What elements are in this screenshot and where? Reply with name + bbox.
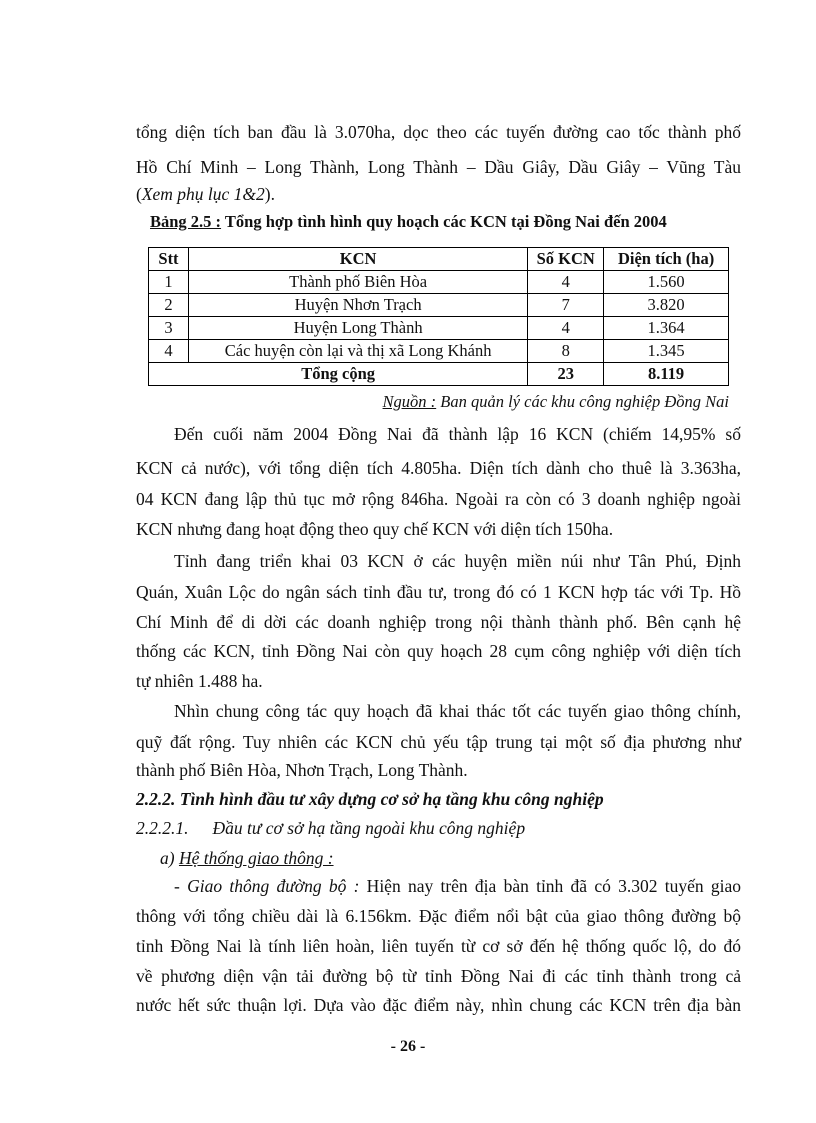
section-heading: 2.2.2. Tình hình đầu tư xây dựng cơ sở hạ tầng khu công nghiệp — [136, 789, 604, 809]
paragraph-line: tổng diện tích ban đầu là 3.070ha, dọc theo các tuyến đường cao tốc thành phố — [136, 122, 741, 142]
table-cell: 1.364 — [604, 317, 729, 340]
table-cell: 4 — [528, 271, 604, 294]
paragraph-line: thống các KCN, tỉnh Đồng Nai còn quy hoạch 28 cụm công nghiệp với diện tích — [136, 641, 741, 661]
paragraph-line: về phương diện vận tải đường bộ từ tỉnh Đồng Nai đi các tỉnh thành trong cả — [136, 966, 741, 986]
table-cell: 1.345 — [604, 340, 729, 363]
total-count: 23 — [528, 363, 604, 386]
table-row — [149, 271, 729, 294]
list-item-title: Hệ thống giao thông : — [178, 848, 334, 868]
table-row — [149, 340, 729, 363]
table-cell: Thành phố Biên Hòa — [188, 271, 527, 294]
paragraph-line: Nhìn chung công tác quy hoạch đã khai thác tốt các tuyến giao thông chính, — [174, 701, 741, 721]
table-caption — [150, 212, 667, 232]
table-row — [149, 294, 729, 317]
table-caption-label: Bảng 2.5 : — [150, 212, 222, 231]
table-cell: 3 — [149, 317, 189, 340]
table-cell: 3.820 — [604, 294, 729, 317]
table-cell: 2 — [149, 294, 189, 317]
paragraph-line: Chí Minh để di dời các doanh nghiệp trong nội thành thành phố. Bên cạnh hệ — [136, 612, 741, 632]
column-header: Stt — [149, 248, 189, 271]
paragraph-line: 04 KCN đang lập thủ tục mở rộng 846ha. Ngoài ra còn có 3 doanh nghiệp ngoài — [136, 489, 741, 509]
paragraph-line: thông với tổng chiều dài là 6.156km. Đặc điểm nổi bật của giao thông đường bộ — [136, 906, 741, 926]
paragraph-lead: - Giao thông đường bộ : — [174, 876, 360, 896]
column-header: Số KCN — [528, 248, 604, 271]
paragraph-line: nước hết sức thuận lợi. Dựa vào đặc điểm này, nhìn chung các KCN trên địa bàn — [136, 995, 741, 1015]
paragraph-line: Quán, Xuân Lộc do ngân sách tỉnh đầu tư, trong đó có 1 KCN hợp tác với Tp. Hồ — [136, 582, 741, 602]
paragraph-line: - Giao thông đường bộ : Hiện nay trên địa bàn tỉnh đã có 3.302 tuyến giao — [174, 876, 741, 896]
table-source — [383, 392, 729, 412]
table-cell: Huyện Long Thành — [188, 317, 527, 340]
source-label: Nguồn : — [382, 392, 437, 411]
paragraph-line: tự nhiên 1.488 ha. — [136, 671, 263, 691]
table-cell: 8 — [528, 340, 604, 363]
table-caption-text: Tổng hợp tình hình quy hoạch các KCN tại Đồng Nai đến 2004 — [221, 212, 667, 231]
paragraph-line: quỹ đất rộng. Tuy nhiên các KCN chủ yếu tập trung tại một số địa phương như — [136, 732, 741, 752]
table-cell: 1 — [149, 271, 189, 294]
table-total-row — [149, 363, 729, 386]
table-row — [149, 317, 729, 340]
appendix-reference: Xem phụ lục 1&2 — [141, 184, 265, 204]
paragraph-line: thành phố Biên Hòa, Nhơn Trạch, Long Thành. — [136, 760, 468, 780]
column-header: Diện tích (ha) — [604, 248, 729, 271]
table-cell: 4 — [528, 317, 604, 340]
subsection-heading — [136, 818, 525, 839]
kcn-planning-table — [148, 247, 729, 386]
paragraph-line: (Xem phụ lục 1&2). — [136, 184, 275, 204]
paragraph-line: Đến cuối năm 2004 Đồng Nai đã thành lập 16 KCN (chiếm 14,95% số — [174, 424, 741, 444]
paragraph-line: Hồ Chí Minh – Long Thành, Long Thành – Dầu Giây, Dầu Giây – Vũng Tàu — [136, 157, 741, 177]
table-cell: 7 — [528, 294, 604, 317]
table-cell: Huyện Nhơn Trạch — [188, 294, 527, 317]
table-cell: 1.560 — [604, 271, 729, 294]
source-text: Ban quản lý các khu công nghiệp Đồng Nai — [436, 392, 729, 411]
total-area: 8.119 — [604, 363, 729, 386]
paragraph-line: KCN nhưng đang hoạt động theo quy chế KCN với diện tích 150ha. — [136, 519, 614, 539]
table-cell: Các huyện còn lại và thị xã Long Khánh — [188, 340, 527, 363]
column-header: KCN — [188, 248, 527, 271]
page-number: - 26 - — [390, 1038, 426, 1055]
table-cell: 4 — [149, 340, 189, 363]
subsection-title: Đầu tư cơ sở hạ tầng ngoài khu công nghiệp — [212, 818, 526, 838]
list-item-heading: a) Hệ thống giao thông : — [160, 848, 334, 868]
table-header-row — [149, 248, 729, 271]
paragraph-line: Tỉnh đang triển khai 03 KCN ở các huyện miền núi như Tân Phú, Định — [174, 551, 741, 571]
paragraph-line: tỉnh Đồng Nai là tính liên hoàn, liên tuyến từ cơ sở đến hệ thống quốc lộ, do đó — [136, 936, 741, 956]
subsection-number: 2.2.2.1. — [136, 818, 189, 838]
paragraph-line: KCN cả nước), với tổng diện tích 4.805ha. Diện tích dành cho thuê là 3.363ha, — [136, 458, 741, 478]
total-label: Tổng cộng — [149, 363, 528, 386]
